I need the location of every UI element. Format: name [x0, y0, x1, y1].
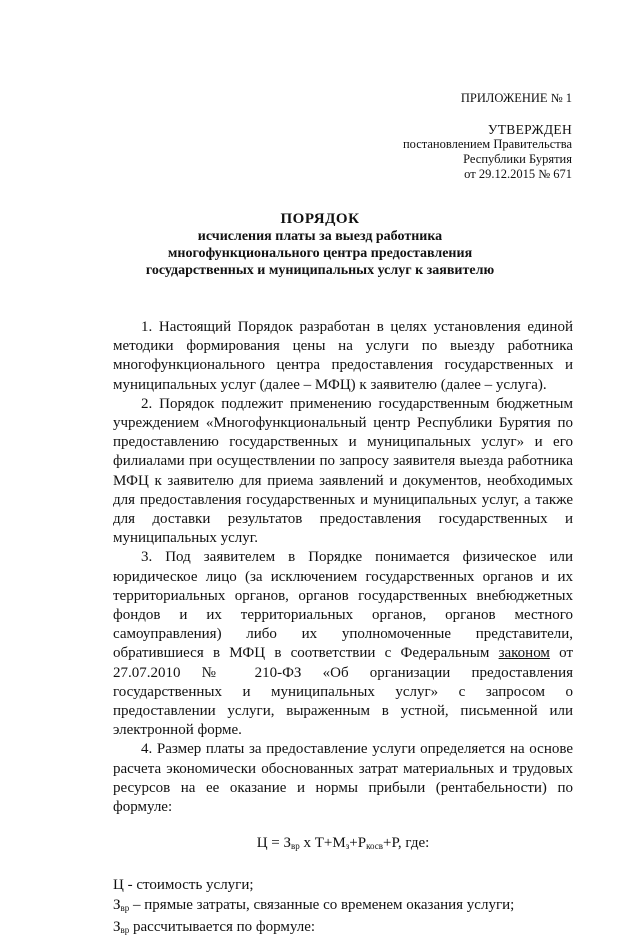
appendix-label [461, 91, 572, 106]
definition-zvr [113, 896, 573, 918]
document-body [113, 318, 573, 940]
definition-zvr-formula [113, 918, 573, 940]
approval-stamp [403, 122, 572, 182]
paragraph-1: 1. Настоящий Порядок разработан в целях установления единой методики формирования цены на услуги по выезду работника многофункционального центра предоставления государственных и муниципальных услуг (далее – МФЦ) к заявителю (далее – услуга). [113, 319, 573, 393]
formula-tail: +Р, где: [383, 835, 430, 852]
paragraph-3-text-start: 3. Под заявителем в Порядке понимается физическое или юридическое лицо (за исключением государственных органов и их территориальных органов, органов государственных внебюджетных фондов и их территориальных органов, органов местного самоуправления) либо их уполномоченные представители, обратившиеся в МФЦ в соответствии с Федеральным [113, 549, 573, 662]
paragraph-3-text-end: от 27.07.2010 № 210-ФЗ «Об организации предоставления государственных и муниципальных услуг» с запросом о предоставлении услуги, выраженным в устной, письменной или электронной форме. [113, 645, 573, 739]
paragraph-2: 2. Порядок подлежит применению государственным бюджетным учреждением «Многофункциональный центр Республики Бурятия по предоставлению государственных и муниципальных услуг» и его филиалами при осуществлении по запросу заявителя выезда работника МФЦ к заявителю для приема заявлений и документов, необходимых для предоставления государственных и муниципальных услуг, а также для доставки результатов предоставления государственных и муниципальных услуг. [113, 395, 573, 547]
appendix-text: ПРИЛОЖЕНИЕ № 1 [460, 91, 572, 105]
formula-sub-z: з [345, 841, 350, 852]
formula-sub-vr: вр [291, 841, 300, 852]
definition-zvr-text: – прямые затраты, связанные со временем оказания услуги; [129, 896, 515, 913]
definition-zvr-symbol: З [113, 896, 121, 913]
title-line-3: государственных и муниципальных услуг к заявителю [145, 263, 495, 278]
price-formula [113, 834, 573, 856]
definition-zvr2-sub: вр [120, 924, 130, 935]
approved-heading: УТВЕРЖДЕН [487, 122, 572, 137]
definition-zvr2-text: рассчитывается по формуле: [129, 918, 316, 935]
approved-by-line-2: Республики Бурятия [463, 152, 572, 166]
formula-sub-kosv: косв [366, 841, 383, 852]
title-line-2: многофункционального центра предоставления [167, 246, 473, 261]
paragraph-4: 4. Размер платы за предоставление услуги определяется на основе расчета экономически обоснованных затрат материальных и трудовых ресурсов на ее оказание и нормы прибыли (рентабельности) по формуле: [113, 741, 573, 816]
formula-part-c: Ц = З [256, 835, 292, 852]
definition-zvr2-symbol: З [113, 918, 121, 935]
paragraph-3 [113, 548, 573, 740]
title-main: ПОРЯДОК [280, 211, 360, 227]
document-title [0, 211, 640, 279]
formula-part-t: х Т+М [299, 835, 346, 852]
approved-date: от 29.12.2015 № 671 [464, 167, 572, 181]
definition-c: Ц - стоимость услуги; [113, 877, 254, 894]
law-link[interactable]: законом [498, 645, 550, 662]
definition-zvr-sub: вр [120, 902, 130, 913]
title-line-1: исчисления платы за выезд работника [197, 229, 443, 244]
formula-part-r: +Р [349, 835, 367, 852]
approved-by-line-1: постановлением Правительства [402, 137, 572, 151]
